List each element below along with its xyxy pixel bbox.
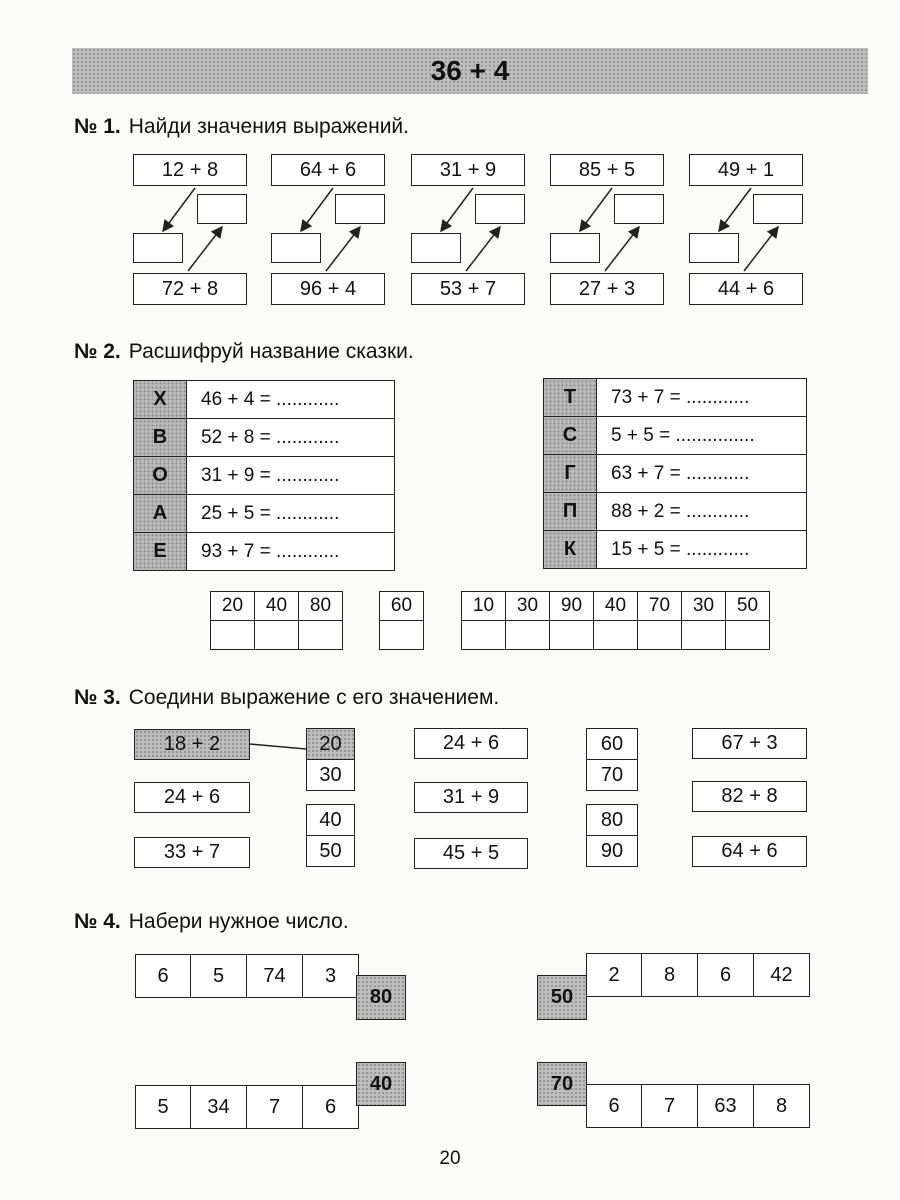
cipher-letter: Х	[134, 381, 187, 419]
task3-instruction: Соедини выражение с его значением.	[128, 686, 500, 709]
code-grid-word3	[461, 591, 770, 650]
task4-heading	[74, 910, 349, 934]
code-grid-word2	[379, 591, 424, 650]
table-row	[134, 457, 395, 495]
number-cell[interactable]: 6	[135, 954, 191, 998]
target-number: 80	[356, 975, 406, 1020]
table-row	[544, 417, 807, 455]
number-cell[interactable]: 2	[586, 953, 642, 997]
code-answer-cell[interactable]	[682, 621, 726, 650]
cipher-letter: Г	[544, 455, 597, 493]
code-number: 40	[594, 592, 638, 621]
task1-answer-box[interactable]	[475, 194, 525, 224]
task1-answer-box[interactable]	[411, 233, 461, 263]
task1-top-expr: 12 + 8	[133, 154, 247, 186]
task1-top-expr: 64 + 6	[271, 154, 385, 186]
number-cell[interactable]: 5	[135, 1085, 191, 1129]
code-number: 90	[550, 592, 594, 621]
table-row	[134, 533, 395, 571]
number-cell[interactable]: 63	[698, 1084, 754, 1128]
cipher-letter: В	[134, 419, 187, 457]
number-row	[586, 953, 810, 997]
task1-number: № 1.	[74, 115, 121, 138]
target-number: 70	[537, 1062, 587, 1106]
cipher-expression[interactable]: 25 + 5 = ............	[187, 495, 395, 533]
number-cell[interactable]: 42	[754, 953, 810, 997]
code-number: 30	[506, 592, 550, 621]
value-card[interactable]: 90	[586, 835, 638, 867]
cipher-expression[interactable]: 73 + 7 = ............	[597, 379, 807, 417]
cipher-letter: Т	[544, 379, 597, 417]
cipher-expression[interactable]: 63 + 7 = ............	[597, 455, 807, 493]
page-title-banner	[72, 48, 868, 94]
task2-instruction: Расшифруй название сказки.	[128, 340, 414, 363]
cipher-expression[interactable]: 5 + 5 = ...............	[597, 417, 807, 455]
cipher-expression[interactable]: 46 + 4 = ............	[187, 381, 395, 419]
code-number: 60	[380, 592, 424, 621]
number-row	[586, 1084, 810, 1128]
task2-right-table	[543, 378, 807, 569]
value-card[interactable]: 50	[306, 835, 355, 867]
task2-number: № 2.	[74, 340, 121, 363]
cipher-expression[interactable]: 93 + 7 = ............	[187, 533, 395, 571]
task1-bottom-expr: 44 + 6	[689, 273, 803, 305]
code-number: 10	[462, 592, 506, 621]
cipher-letter: Е	[134, 533, 187, 571]
expression-card[interactable]: 82 + 8	[692, 781, 807, 812]
code-grid-word1	[210, 591, 343, 650]
number-cell[interactable]: 6	[303, 1085, 359, 1129]
number-row	[135, 1085, 359, 1129]
code-answer-cell[interactable]	[255, 621, 299, 650]
code-answer-cell[interactable]	[550, 621, 594, 650]
value-card[interactable]: 20	[306, 728, 355, 760]
task3-heading	[74, 686, 499, 710]
number-row	[135, 954, 359, 998]
expression-card[interactable]: 45 + 5	[414, 838, 528, 869]
task1-answer-box[interactable]	[614, 194, 664, 224]
code-answer-cell[interactable]	[506, 621, 550, 650]
value-card[interactable]: 80	[586, 804, 638, 836]
expression-card[interactable]: 31 + 9	[414, 782, 528, 813]
code-number: 30	[682, 592, 726, 621]
cipher-letter: С	[544, 417, 597, 455]
cipher-letter: А	[134, 495, 187, 533]
task1-bottom-expr: 96 + 4	[271, 273, 385, 305]
code-answer-cell[interactable]	[211, 621, 255, 650]
target-number: 40	[356, 1062, 406, 1106]
code-answer-cell[interactable]	[462, 621, 506, 650]
cipher-expression[interactable]: 52 + 8 = ............	[187, 419, 395, 457]
value-card[interactable]: 60	[586, 728, 638, 760]
task2-heading	[74, 340, 414, 364]
number-cell[interactable]: 7	[247, 1085, 303, 1129]
task1-answer-box[interactable]	[689, 233, 739, 263]
cipher-expression[interactable]: 88 + 2 = ............	[597, 493, 807, 531]
task1-top-expr: 85 + 5	[550, 154, 664, 186]
value-card[interactable]: 70	[586, 759, 638, 791]
page-title: 36 + 4	[430, 55, 510, 86]
task4-number: № 4.	[74, 910, 121, 933]
code-answer-cell[interactable]	[594, 621, 638, 650]
task1-answer-box[interactable]	[271, 233, 321, 263]
table-row	[544, 493, 807, 531]
task1-answer-box[interactable]	[133, 233, 183, 263]
cipher-expression[interactable]: 15 + 5 = ............	[597, 531, 807, 569]
number-cell[interactable]: 74	[247, 954, 303, 998]
task3-number: № 3.	[74, 686, 121, 709]
expression-card[interactable]: 24 + 6	[134, 782, 250, 813]
number-cell[interactable]: 6	[698, 953, 754, 997]
task1-answer-box[interactable]	[335, 194, 385, 224]
expression-card[interactable]: 33 + 7	[134, 837, 250, 868]
page-number: 20	[439, 1148, 461, 1169]
task1-heading	[74, 115, 409, 139]
table-row	[134, 419, 395, 457]
code-number: 40	[255, 592, 299, 621]
cipher-expression[interactable]: 31 + 9 = ............	[187, 457, 395, 495]
code-answer-cell[interactable]	[380, 621, 424, 650]
value-card[interactable]: 30	[306, 759, 355, 791]
task4-instruction: Набери нужное число.	[128, 910, 349, 933]
number-cell[interactable]: 3	[303, 954, 359, 998]
expression-card[interactable]: 67 + 3	[692, 728, 807, 759]
number-cell[interactable]: 5	[191, 954, 247, 998]
number-cell[interactable]: 6	[586, 1084, 642, 1128]
expression-card[interactable]: 24 + 6	[414, 728, 528, 759]
code-number: 50	[726, 592, 770, 621]
code-number: 70	[638, 592, 682, 621]
task1-bottom-expr: 53 + 7	[411, 273, 525, 305]
expression-card[interactable]: 18 + 2	[134, 729, 250, 760]
cipher-letter: П	[544, 493, 597, 531]
number-cell[interactable]: 8	[642, 953, 698, 997]
task1-instruction: Найди значения выражений.	[128, 115, 409, 138]
value-card[interactable]: 40	[306, 804, 355, 836]
task1-answer-box[interactable]	[197, 194, 247, 224]
code-number: 80	[299, 592, 343, 621]
number-cell[interactable]: 8	[754, 1084, 810, 1128]
task1-bottom-expr: 72 + 8	[133, 273, 247, 305]
task2-left-table	[133, 380, 395, 571]
task1-top-expr: 49 + 1	[689, 154, 803, 186]
number-cell[interactable]: 34	[191, 1085, 247, 1129]
table-row	[544, 455, 807, 493]
task1-answer-box[interactable]	[753, 194, 803, 224]
cipher-letter: К	[544, 531, 597, 569]
number-cell[interactable]: 7	[642, 1084, 698, 1128]
code-answer-cell[interactable]	[638, 621, 682, 650]
table-row	[134, 495, 395, 533]
cipher-letter: О	[134, 457, 187, 495]
table-row	[544, 379, 807, 417]
task1-bottom-expr: 27 + 3	[550, 273, 664, 305]
code-answer-cell[interactable]	[726, 621, 770, 650]
task1-answer-box[interactable]	[550, 233, 600, 263]
table-row	[544, 531, 807, 569]
table-row	[134, 381, 395, 419]
expression-card[interactable]: 64 + 6	[692, 836, 807, 867]
code-number: 20	[211, 592, 255, 621]
task1-top-expr: 31 + 9	[411, 154, 525, 186]
target-number: 50	[537, 975, 587, 1020]
code-answer-cell[interactable]	[299, 621, 343, 650]
